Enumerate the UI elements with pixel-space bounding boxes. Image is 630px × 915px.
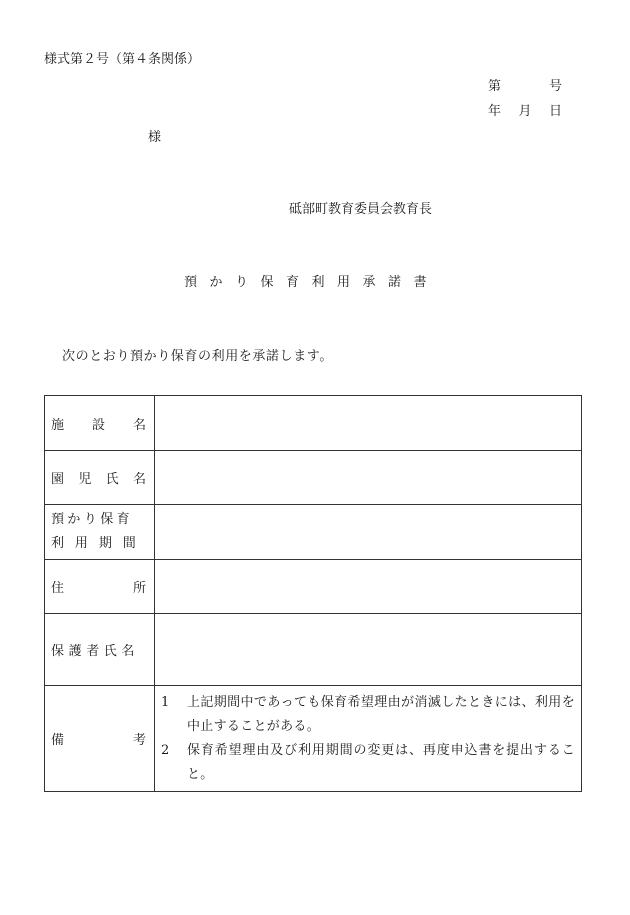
child-name-value[interactable] <box>155 451 582 505</box>
doc-number-prefix: 第 <box>488 79 502 94</box>
table-row <box>45 505 582 560</box>
table-row <box>45 451 582 505</box>
intro-text: 次のとおり預かり保育の利用を承諾します。 <box>62 349 333 364</box>
address-label <box>45 560 155 614</box>
remarks-value <box>155 686 582 792</box>
label-char: 考 <box>132 733 146 748</box>
label-char: 所 <box>132 581 146 596</box>
date-day: 日 <box>548 104 562 119</box>
label-char: 設 <box>91 417 105 433</box>
table-row <box>45 614 582 686</box>
table-row <box>45 396 582 451</box>
table-row <box>45 686 582 792</box>
form-number: 様式第２号（第４条関係） <box>44 52 201 67</box>
date-year: 年 <box>488 104 502 119</box>
remark-text: 上記期間中であっても保育希望理由が消滅したときには、利用を中止することがある。 <box>187 694 575 734</box>
label-char: 児 <box>78 472 92 487</box>
issuer-name: 砥部町教育委員会教育長 <box>289 202 433 217</box>
period-label <box>45 505 155 560</box>
guardian-label <box>45 614 155 686</box>
remark-item <box>157 691 575 739</box>
label-char: 備 <box>51 733 65 748</box>
child-name-label <box>45 451 155 505</box>
facility-value[interactable] <box>155 396 582 451</box>
date-month: 月 <box>518 104 532 119</box>
label-char: 園 <box>51 472 65 487</box>
remark-text: 保育希望理由及び利用期間の変更は、再度申込書を提出すること。 <box>187 742 575 782</box>
label-char: 住 <box>51 581 65 596</box>
doc-number-suffix: 号 <box>548 79 562 94</box>
period-value[interactable] <box>155 505 582 560</box>
document-date <box>488 104 562 120</box>
label-line: 預かり保育 <box>51 512 134 527</box>
guardian-value[interactable] <box>155 614 582 686</box>
document-title: 預かり保育利用承諾書 <box>184 275 440 290</box>
table-row <box>45 560 582 614</box>
remark-item <box>157 739 575 787</box>
label-char: 名 <box>132 472 146 487</box>
label-text: 保護者氏名 <box>51 644 140 659</box>
approval-table <box>44 395 582 792</box>
address-value[interactable] <box>155 560 582 614</box>
addressee-honorific: 様 <box>148 130 162 145</box>
label-line: 利 用 期 間 <box>51 536 140 551</box>
document-number <box>488 79 562 95</box>
remark-number: 1 <box>161 694 170 710</box>
label-char: 施 <box>51 417 65 433</box>
label-char: 名 <box>132 417 146 433</box>
facility-label <box>45 396 155 451</box>
remark-number: 2 <box>161 742 170 758</box>
label-char: 氏 <box>105 472 119 487</box>
remarks-label <box>45 686 155 792</box>
